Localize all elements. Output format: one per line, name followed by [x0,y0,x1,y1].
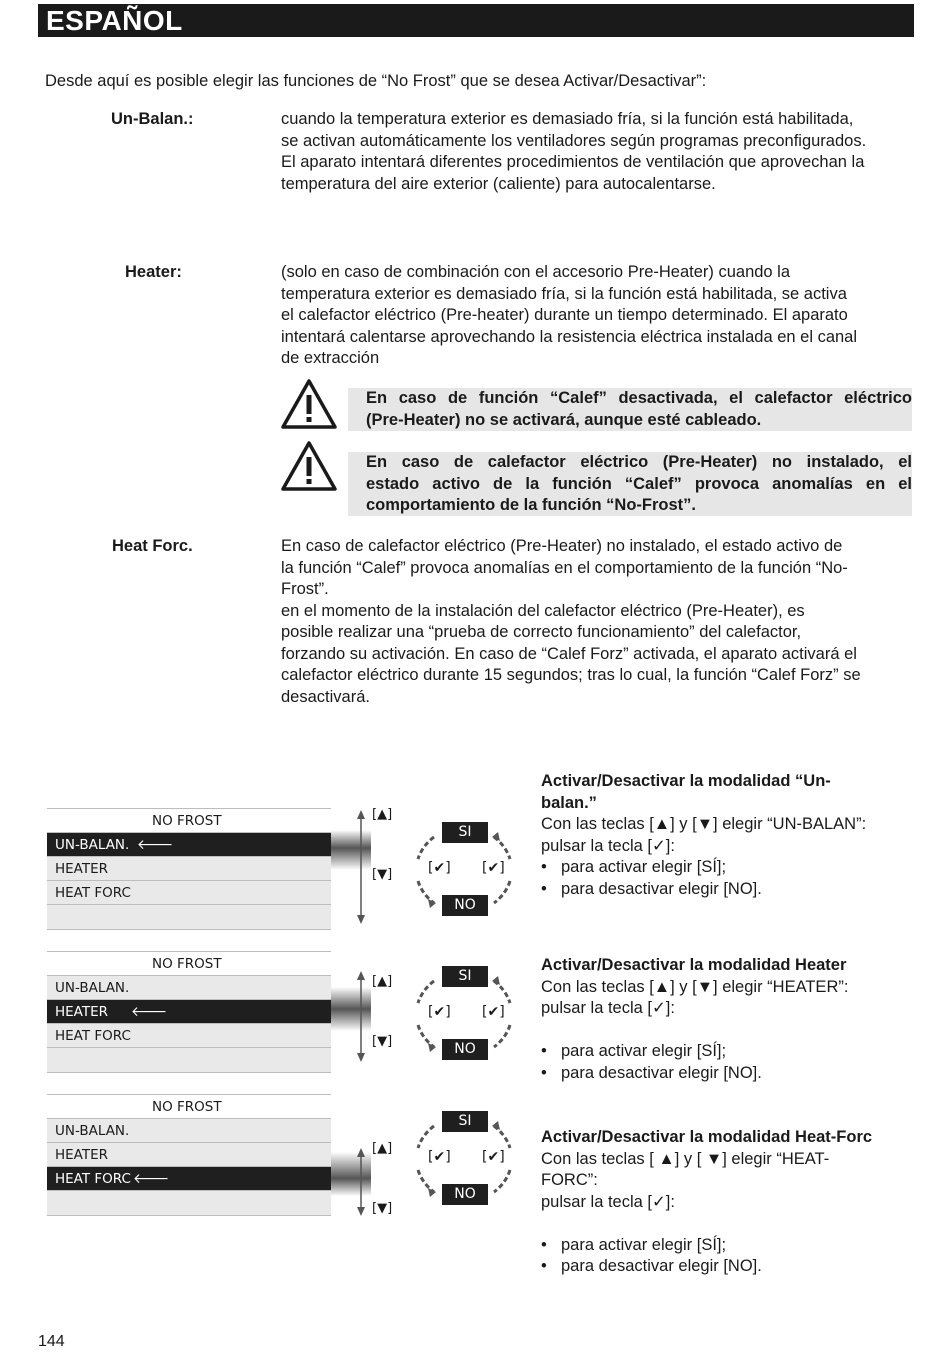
instruction-text: pulsar la tecla [✓]: [541,1192,675,1211]
menu-item-heatforc[interactable]: HEAT FORC [47,1024,331,1048]
text-line: de extracción [281,349,380,367]
instruction-title: Activar/Desactivar la modalidad “Un- [541,772,831,790]
menu-item-unbalan[interactable]: UN-BALAN. [47,976,331,1000]
term-heater: Heater: [125,263,182,281]
warning-box-calef [348,388,912,431]
warning-line: En caso de función “Calef” desactivada, el calefactor eléctrico [366,389,912,407]
text-line: cuando la temperatura exterior es demasiado fría, si la función está habilitada, [281,110,854,128]
menu-item-heatforc[interactable] [47,1167,331,1191]
text-line: (solo en caso de combinación con el accesorio Pre-Heater) cuando la [281,263,791,281]
ok-key-label: [✔] [482,860,505,876]
menu-title: NO FROST [47,1095,331,1119]
page-number: 144 [38,1333,65,1350]
menu-item-unbalan[interactable] [47,833,331,857]
menu-title: NO FROST [47,809,331,833]
text-line: desactivará. [281,687,370,706]
ok-key-label: [✔] [482,1004,505,1020]
instruction-heater [541,955,921,1084]
menu-empty-row [47,1191,331,1216]
menu-display-unbalan [47,808,331,930]
heatforc-description [281,536,911,708]
menu-item-heatforc[interactable]: HEAT FORC [47,881,331,905]
warning-line: En caso de calefactor eléctrico (Pre-Heater) no instalado, el [366,453,912,471]
option-si[interactable]: SI [442,966,488,987]
header-bar [38,4,914,37]
text-line: Frost”. [281,580,329,598]
instruction-title: Activar/Desactivar la modalidad Heater [541,956,847,974]
text-line: en el momento de la instalación del calefactor eléctrico (Pre-Heater), es [281,601,805,620]
instruction-bullet: • para desactivar elegir [NO]. [541,879,921,901]
menu-item-heater[interactable]: HEATER [47,1143,331,1167]
instruction-bullet: • para activar elegir [SÍ]; [541,857,921,879]
instruction-text: Con las teclas [▲] y [▼] elegir “UN-BALAN”: [541,815,867,833]
warning-line: comportamiento de la función “No-Frost”. [366,496,697,514]
option-no[interactable]: NO [442,1184,488,1205]
instruction-text: pulsar la tecla [✓]: [541,999,675,1017]
instruction-title: Activar/Desactivar la modalidad Heat-Forc [541,1128,873,1146]
key-down-label: [▼] [372,867,393,882]
ok-key-label: [✔] [428,1004,451,1020]
menu-empty-row [47,905,331,930]
ok-key-label: [✔] [428,1149,451,1165]
menu-item-heater[interactable] [47,1000,331,1024]
text-line: temperatura exterior es demasiado fría, si la función está habilitada, se activa [281,284,847,303]
warning-line: estado activo de la función “Calef” provoca anomalías en el [366,474,912,493]
instruction-unbalan [541,771,921,900]
ok-key-label: [✔] [482,1149,505,1165]
scroll-indicator-icon [331,808,371,930]
heater-description [281,262,911,370]
instruction-title: balan.” [541,793,597,812]
text-line: calefactor eléctrico durante 15 segundos; tras lo cual, la función “Calef Forz” se [281,666,861,684]
instruction-heatforc [541,1127,921,1278]
instruction-text: FORC”: [541,1171,598,1189]
unbalan-description [281,109,911,195]
menu-item-heater[interactable]: HEATER [47,857,331,881]
ok-key-label: [✔] [428,860,451,876]
text-line: el calefactor eléctrico (Pre-heater) durante un tiempo determinado. El aparato [281,306,848,324]
intro-text: Desde aquí es posible elegir las funciones de “No Frost” que se desea Activar/Desactivar”: [45,72,707,90]
scroll-indicator-icon [331,1094,371,1216]
menu-display-heater [47,951,331,1073]
scroll-indicator-icon [331,951,371,1073]
instruction-text: Con las teclas [▲] y [▼] elegir “HEATER”: [541,977,849,996]
text-line: se activan automáticamente los ventiladores según programas preconfigurados. [281,131,867,150]
menu-item-label: HEAT FORC [55,1171,131,1187]
option-no[interactable]: NO [442,895,488,916]
text-line: En caso de calefactor eléctrico (Pre-Heater) no instalado, el estado activo de [281,537,843,555]
key-down-label: [▼] [372,1034,393,1049]
term-heatforc: Heat Forc. [112,537,193,555]
instruction-bullet: • para activar elegir [SÍ]; [541,1235,921,1257]
key-up-label: [▲] [372,807,393,822]
menu-empty-row [47,1048,331,1073]
instruction-text: pulsar la tecla [✓]: [541,836,675,855]
warning-line: (Pre-Heater) no se activará, aunque esté cableado. [366,410,762,429]
text-line: intentará calentarse aprovechando la resistencia eléctrica instalada en el canal [281,327,858,346]
text-line: posible realizar una “prueba de correcto funcionamiento” del calefactor, [281,623,802,641]
page-title: ESPAÑOL [46,5,183,36]
menu-display-heatforc [47,1094,331,1216]
option-si[interactable]: SI [442,1111,488,1132]
key-up-label: [▲] [372,974,393,989]
instruction-bullet: • para activar elegir [SÍ]; [541,1041,921,1063]
menu-title: NO FROST [47,952,331,976]
selection-arrow-icon: 🡐 [137,837,174,853]
option-si[interactable]: SI [442,822,488,843]
warning-box-preheater [348,452,912,516]
instruction-bullet: • para desactivar elegir [NO]. [541,1063,921,1085]
menu-item-label: HEATER [55,1004,109,1020]
text-line: temperatura del aire exterior (caliente) para autocalentarse. [281,174,716,193]
warning-icon [280,440,338,492]
selection-arrow-icon: 🡐 [133,1171,170,1187]
menu-item-label: UN-BALAN. [55,837,130,853]
warning-icon [280,378,338,430]
text-line: El aparato intentará diferentes procedimientos de ventilación que aprovechan la [281,153,865,171]
instruction-text: Con las teclas [ ▲] y [ ▼] elegir “HEAT- [541,1149,830,1168]
key-up-label: [▲] [372,1141,393,1156]
option-no[interactable]: NO [442,1039,488,1060]
selection-arrow-icon: 🡐 [131,1004,168,1020]
text-line: la función “Calef” provoca anomalías en el comportamiento de la función “No- [281,558,848,577]
menu-item-unbalan[interactable]: UN-BALAN. [47,1119,331,1143]
term-unbalan: Un-Balan.: [111,110,194,128]
instruction-bullet: • para desactivar elegir [NO]. [541,1256,921,1278]
text-line: forzando su activación. En caso de “Calef Forz” activada, el aparato activará el [281,644,857,663]
key-down-label: [▼] [372,1201,393,1216]
